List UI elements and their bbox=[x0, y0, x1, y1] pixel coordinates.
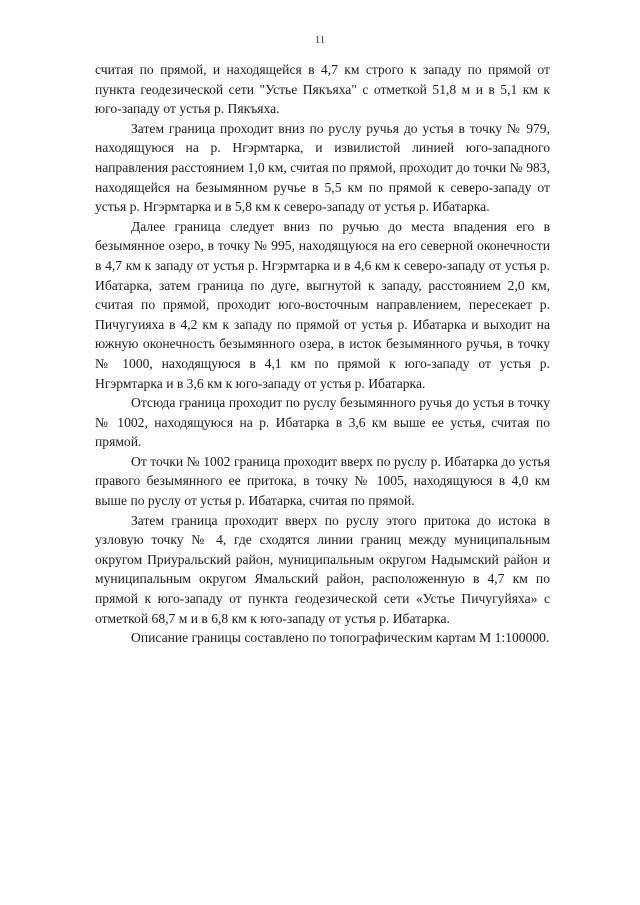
paragraph-point-995-1000: Далее граница следует вниз по ручью до места впадения его в безымянное озеро, в точку № 995, находящуюся на его северной оконечности в 4,7 км к западу от устья р. Нгэрмтарка и в 4,6 км к северо-западу от устья р. Ибатарка, затем граница по дуге, выгнутой к западу, расстоянием 2,0 км, считая по прямой, проходит юго-восточным направлением, пересекает р. Пичугуияха в 4,2 км к западу по прямой от устья р. Ибатарка и выходит на южную оконечность безымянного озера, в исток безымянного ручья, в точку № 1000, находящуюся в 4,1 км по прямой к юго-западу от устья р. Нгэрмтарка и в 3,6 км к юго-западу от устья р. Ибатарка. bbox=[95, 218, 550, 391]
page-number: 11 bbox=[314, 34, 326, 46]
document-body bbox=[95, 60, 550, 648]
paragraph-point-1005: От точки № 1002 граница проходит вверх по руслу р. Ибатарка до устья правого безымянного ее притока, в точку № 1005, находящуюся в 4,0 км выше по руслу от устья р. Ибатарка, считая по прямой. bbox=[95, 453, 550, 509]
paragraph-point-979-983: Затем граница проходит вниз по руслу ручья до устья в точку № 979, находящуюся на р. Нгэрмтарка, и извилистой линией юго-западного направления расстоянием 1,0 км, считая по прямой, проходит до точки № 983, находящейся на безымянном ручье в 5,5 км по прямой к северо-западу от устья р. Нгэрмтарка и в 5,8 км к северо-западу от устья р. Ибатарка. bbox=[95, 120, 550, 215]
paragraph-continuation: считая по прямой, и находящейся в 4,7 км строго к западу по прямой от пункта геодезической сети "Устье Пякъяха" с отметкой 51,8 м и в 5,1 км к юго-западу от устья р. Пякъяха. bbox=[95, 62, 550, 117]
paragraph-nodal-point-4: Затем граница проходит вверх по руслу этого притока до истока в узловую точку № 4, где сходятся линии границ между муниципальным округом Приуральский район, муниципальным округом Надымский район и муниципальным округом Ямальский район, расположенную в 4,7 км по прямой к юго-западу от пункта геодезической сети «Устье Пичугуйяха» с отметкой 68,7 м и в 6,8 км к юго-западу от устья р. Ибатарка. bbox=[95, 512, 550, 626]
paragraph-map-source: Описание границы составлено по топографическим картам М 1:100000. bbox=[131, 630, 550, 646]
paragraph-point-1002: Отсюда граница проходит по руслу безымянного ручья до устья в точку № 1002, находящуюся на р. Ибатарка в 3,6 км выше ее устья, считая по прямой. bbox=[95, 395, 550, 450]
